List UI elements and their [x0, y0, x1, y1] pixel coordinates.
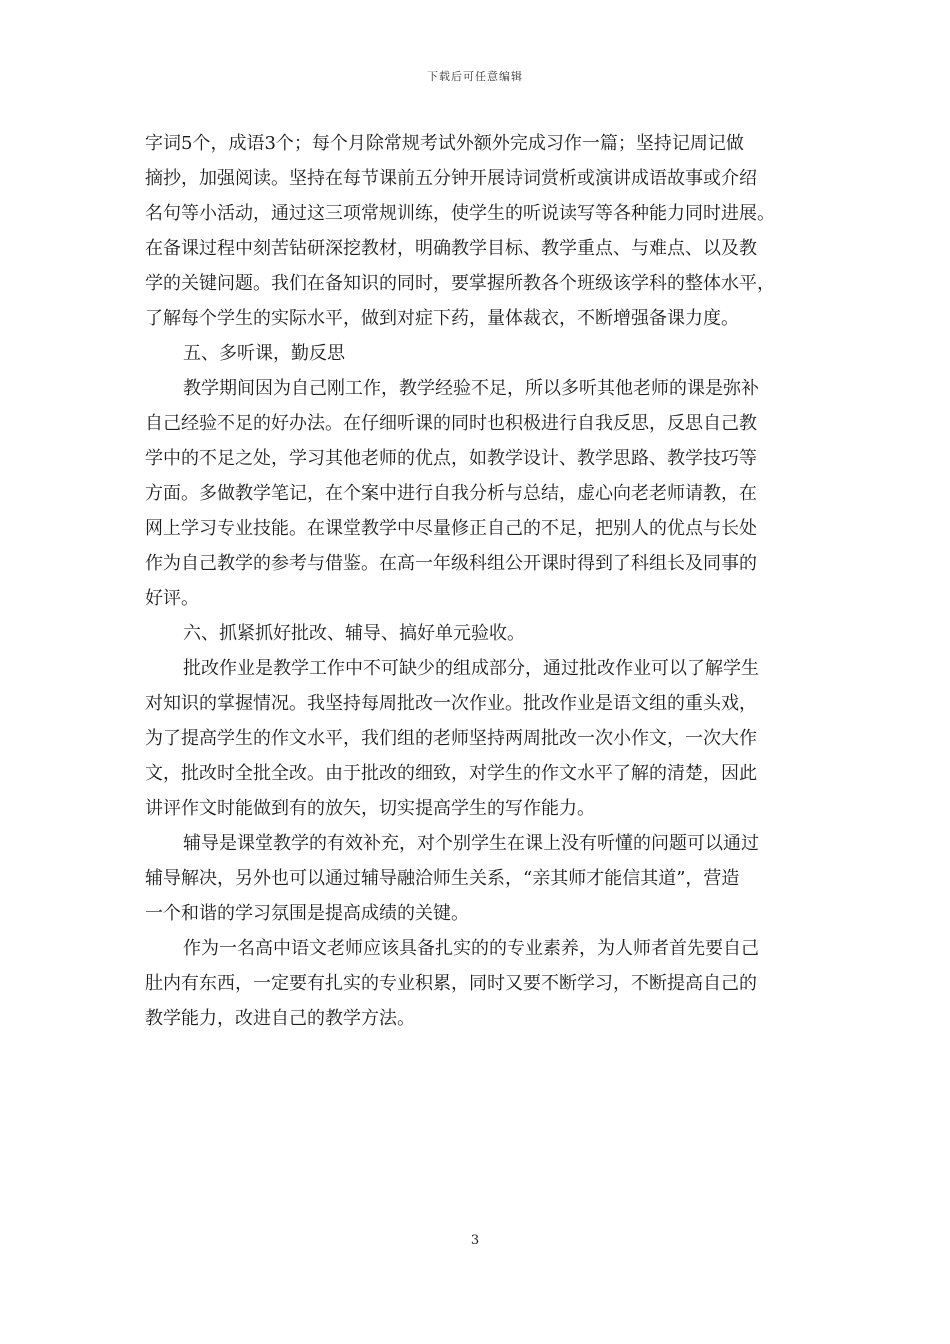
text-line: 学的关键问题。我们在备知识的同时，要掌握所教各个班级该学科的整体水平，	[145, 273, 775, 294]
page-number: 3	[470, 1233, 480, 1248]
text-line: 在备课过程中刻苦钻研深挖教材，明确教学目标、教学重点、与难点、以及教	[145, 238, 757, 259]
text-line: 肚内有东西，一定要有扎实的专业积累，同时又要不断学习，不断提高自己的	[145, 973, 757, 994]
document-body	[145, 126, 810, 1036]
paragraph-first-line: 作为一名高中语文老师应该具备扎实的的专业素养，为人师者首先要自己	[183, 938, 759, 959]
text-line: 摘抄，加强阅读。坚持在每节课前五分钟开展诗词赏析或演讲成语故事或介绍	[145, 168, 757, 189]
text-line: 作为自己教学的参考与借鉴。在高一年级科组公开课时得到了科组长及同事的	[145, 553, 757, 574]
text-line: 方面。多做教学笔记，在个案中进行自我分析与总结，虚心向老老师请教，在	[145, 483, 757, 504]
page-header: 下载后可任意编辑	[427, 70, 523, 83]
paragraph-first-line: 教学期间因为自己刚工作，教学经验不足，所以多听其他老师的课是弥补	[183, 378, 759, 399]
text-line: 网上学习专业技能。在课堂教学中尽量修正自己的不足，把别人的优点与长处	[145, 518, 757, 539]
text-line: 辅导解决，另外也可以通过辅导融洽师生关系，“亲其师才能信其道”，营造	[145, 868, 740, 889]
text-line: 自己经验不足的好办法。在仔细听课的同时也积极进行自我反思，反思自己教	[145, 413, 757, 434]
text-line: 了解每个学生的实际水平，做到对症下药，量体裁衣，不断增强备课力度。	[145, 308, 739, 329]
text-line: 字词5个，成语3个；每个月除常规考试外额外完成习作一篇；坚持记周记做	[145, 133, 744, 154]
text-line: 对知识的掌握情况。我坚持每周批改一次作业。批改作业是语文组的重头戏，	[145, 693, 757, 714]
text-line: 为了提高学生的作文水平，我们组的老师坚持两周批改一次小作文，一次大作	[145, 728, 757, 749]
paragraph-first-line: 辅导是课堂教学的有效补充，对个别学生在课上没有听懂的问题可以通过	[183, 833, 759, 854]
text-line: 教学能力，改进自己的教学方法。	[145, 1008, 415, 1029]
section-heading: 五、多听课，勤反思	[183, 343, 345, 364]
text-line: 一个和谐的学习氛围是提高成绩的关键。	[145, 903, 469, 924]
text-line: 学中的不足之处，学习其他老师的优点，如教学设计、教学思路、教学技巧等	[145, 448, 757, 469]
text-line: 讲评作文时能做到有的放矢，切实提高学生的写作能力。	[145, 798, 595, 819]
paragraph-first-line: 批改作业是教学工作中不可缺少的组成部分，通过批改作业可以了解学生	[183, 658, 759, 679]
text-line: 名句等小活动，通过这三项常规训练，使学生的听说读写等各种能力同时进展。	[145, 203, 775, 224]
section-heading: 六、抓紧抓好批改、辅导、搞好单元验收。	[183, 623, 525, 644]
text-line: 文，批改时全批全改。由于批改的细致，对学生的作文水平了解的清楚，因此	[145, 763, 757, 784]
text-line: 好评。	[145, 588, 199, 609]
